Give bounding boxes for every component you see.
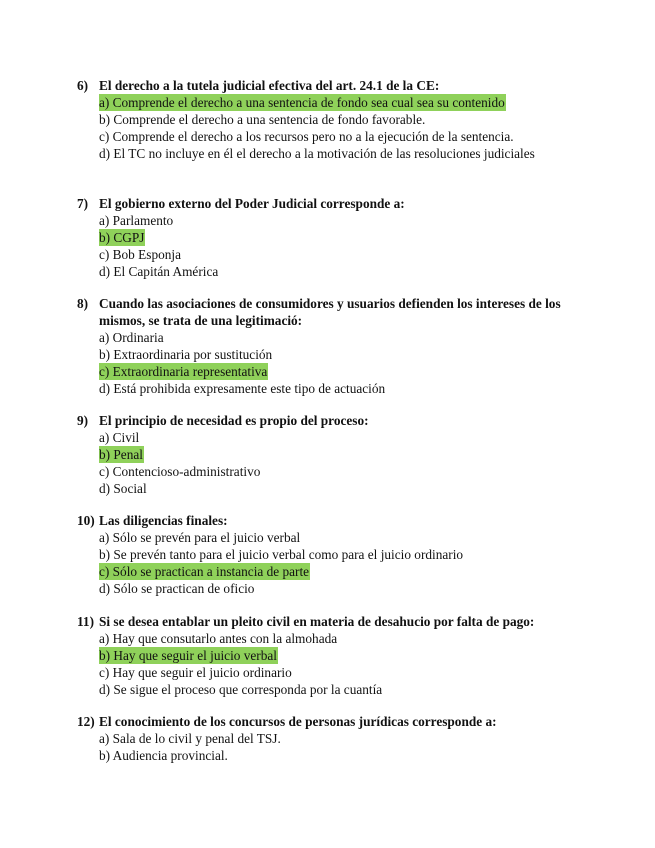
question-10 [0, 512, 655, 597]
option-d: d) El TC no incluye en él el derecho a la motivación de las resoluciones judiciales [99, 146, 535, 161]
option-d: d) Social [99, 481, 147, 496]
option-a: a) Sólo se prevén para el juicio verbal [99, 530, 301, 545]
question-9 [0, 412, 655, 497]
option-c: c) Contencioso-administrativo [99, 464, 261, 479]
question-number: 12) [77, 714, 95, 729]
question-text: El gobierno externo del Poder Judicial corresponde a: [99, 196, 405, 211]
option-d: d) Se sigue el proceso que corresponda por la cuantía [99, 682, 383, 697]
option-c-highlighted: c) Sólo se practican a instancia de parte [99, 564, 310, 579]
option-c: c) Bob Esponja [99, 247, 181, 262]
question-header [0, 412, 655, 429]
question-number: 11) [77, 614, 94, 629]
option-c: c) Comprende el derecho a los recursos pero no a la ejecución de la sentencia. [99, 129, 514, 144]
question-text: Cuando las asociaciones de consumidores y usuarios defienden los intereses de los mismos, se trata de una legitimació: [99, 296, 561, 328]
option-b-highlighted: b) Hay que seguir el juicio verbal [99, 648, 277, 663]
question-header [0, 512, 655, 529]
question-header [0, 195, 655, 212]
question-text: Si se desea entablar un pleito civil en materia de desahucio por falta de pago: [99, 614, 535, 629]
option-a-highlighted: a) Comprende el derecho a una sentencia de fondo sea cual sea su contenido [99, 95, 505, 110]
option-a: a) Parlamento [99, 213, 174, 228]
question-11 [0, 613, 655, 698]
option-b: b) Extraordinaria por sustitución [99, 347, 273, 362]
question-number: 10) [77, 513, 95, 528]
option-b-highlighted: b) CGPJ [99, 230, 145, 245]
question-header [0, 77, 655, 94]
question-number: 8) [77, 296, 89, 311]
option-c: c) Hay que seguir el juicio ordinario [99, 665, 292, 680]
question-header [0, 613, 655, 630]
question-number: 7) [77, 196, 89, 211]
option-a: a) Hay que consutarlo antes con la almohada [99, 631, 338, 646]
option-d: d) Sólo se practican de oficio [99, 581, 255, 596]
option-c-highlighted: c) Extraordinaria representativa [99, 364, 268, 379]
question-text: El conocimiento de los concursos de personas jurídicas corresponde a: [99, 714, 497, 729]
question-header [0, 295, 655, 329]
question-6 [0, 77, 655, 162]
question-header [0, 713, 655, 730]
question-number: 6) [77, 78, 89, 93]
question-12 [0, 713, 655, 764]
question-8 [0, 295, 655, 397]
option-b: b) Comprende el derecho a una sentencia de fondo favorable. [99, 112, 426, 127]
option-b: b) Se prevén tanto para el juicio verbal como para el juicio ordinario [99, 547, 464, 562]
question-7 [0, 195, 655, 280]
option-a: a) Ordinaria [99, 330, 164, 345]
option-d: d) Está prohibida expresamente este tipo de actuación [99, 381, 386, 396]
option-a: a) Civil [99, 430, 140, 445]
question-number: 9) [77, 413, 89, 428]
option-b-highlighted: b) Penal [99, 447, 143, 462]
question-text: El principio de necesidad es propio del proceso: [99, 413, 369, 428]
option-b: b) Audiencia provincial. [99, 748, 228, 763]
question-text: El derecho a la tutela judicial efectiva del art. 24.1 de la CE: [99, 78, 440, 93]
question-text: Las diligencias finales: [99, 513, 228, 528]
option-a: a) Sala de lo civil y penal del TSJ. [99, 731, 281, 746]
option-d: d) El Capitán América [99, 264, 219, 279]
